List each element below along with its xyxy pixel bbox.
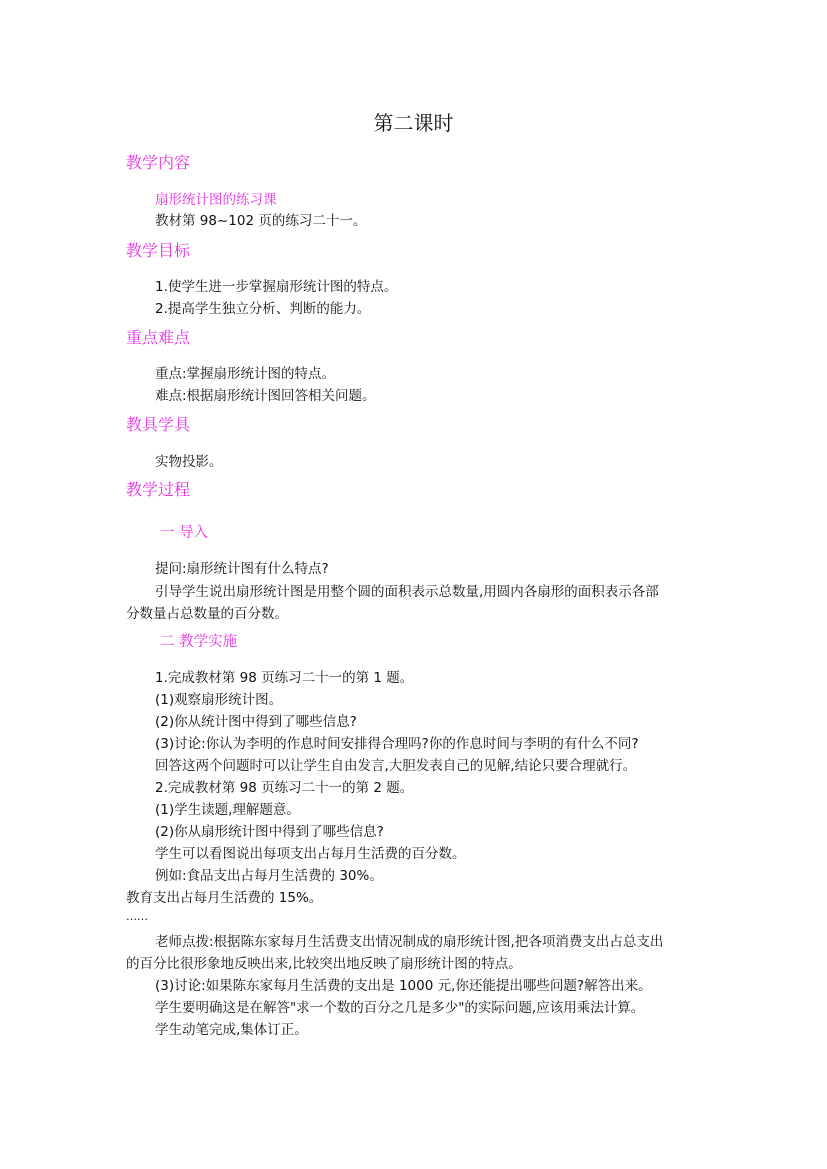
- heading-teaching-goals: 教学目标: [126, 241, 191, 260]
- page-title: 第二课时: [373, 111, 454, 135]
- process-line: (2)你从扇形统计图中得到了哪些信息?: [155, 824, 384, 840]
- heading-key-points: 重点难点: [126, 328, 191, 347]
- heading-teaching-tools: 教具学具: [126, 415, 191, 434]
- process-line: 学生要明确这是在解答"求一个数的百分之几是多少"的实际问题,应该用乘法计算。: [155, 1000, 645, 1016]
- process-line: 学生可以看图说出每项支出占每月生活费的百分数。: [155, 846, 466, 862]
- process-line: (1)学生读题,理解题意。: [155, 802, 300, 818]
- heading-teaching-content: 教学内容: [126, 153, 191, 172]
- process-line: (3)讨论:如果陈东家每月生活费的支出是 1000 元,你还能提出哪些问题?解答出来。: [155, 978, 652, 994]
- process-line: (2)你从统计图中得到了哪些信息?: [155, 714, 357, 730]
- process-line: 分数量占总数量的百分数。: [126, 606, 288, 622]
- process-line: 教育支出占每月生活费的 15%。: [126, 890, 323, 906]
- content-line: 教材第 98~102 页的练习二十一。: [155, 213, 367, 229]
- key-point-line: 重点:掌握扇形统计图的特点。: [155, 366, 336, 382]
- process-line: (3)讨论:你认为李明的作息时间安排得合理吗?你的作息时间与李明的有什么不同?: [155, 736, 639, 752]
- goal-line: 2.提高学生独立分析、判断的能力。: [155, 301, 371, 317]
- process-line: 例如:食品支出占每月生活费的 30%。: [155, 868, 383, 884]
- process-line: 老师点拨:根据陈东家每月生活费支出情况制成的扇形统计图,把各项消费支出占总支出: [155, 934, 664, 950]
- key-point-line: 难点:根据扇形统计图回答相关问题。: [155, 388, 376, 404]
- process-line: 提问:扇形统计图有什么特点?: [155, 561, 329, 577]
- process-line: 回答这两个问题时可以让学生自由发言,大胆发表自己的见解,结论只要合理就行。: [155, 758, 637, 774]
- tools-line: 实物投影。: [155, 454, 223, 470]
- ellipsis-line: ……: [126, 910, 148, 923]
- subheading-introduction: 一 导入: [160, 525, 209, 541]
- goal-line: 1.使学生进一步掌握扇形统计图的特点。: [155, 279, 398, 295]
- process-line: (1)观察扇形统计图。: [155, 692, 283, 708]
- process-line: 引导学生说出扇形统计图是用整个圆的面积表示总数量,用圆内各扇形的面积表示各部: [155, 584, 659, 600]
- process-line: 学生动笔完成,集体订正。: [155, 1022, 308, 1038]
- process-line: 2.完成教材第 98 页练习二十一的第 2 题。: [155, 780, 414, 796]
- content-subtitle: 扇形统计图的练习课: [155, 192, 277, 208]
- process-line: 的百分比很形象地反映出来,比较突出地反映了扇形统计图的特点。: [126, 956, 522, 972]
- subheading-implementation: 二 教学实施: [160, 634, 238, 650]
- process-line: 1.完成教材第 98 页练习二十一的第 1 题。: [155, 670, 414, 686]
- heading-teaching-process: 教学过程: [126, 480, 191, 499]
